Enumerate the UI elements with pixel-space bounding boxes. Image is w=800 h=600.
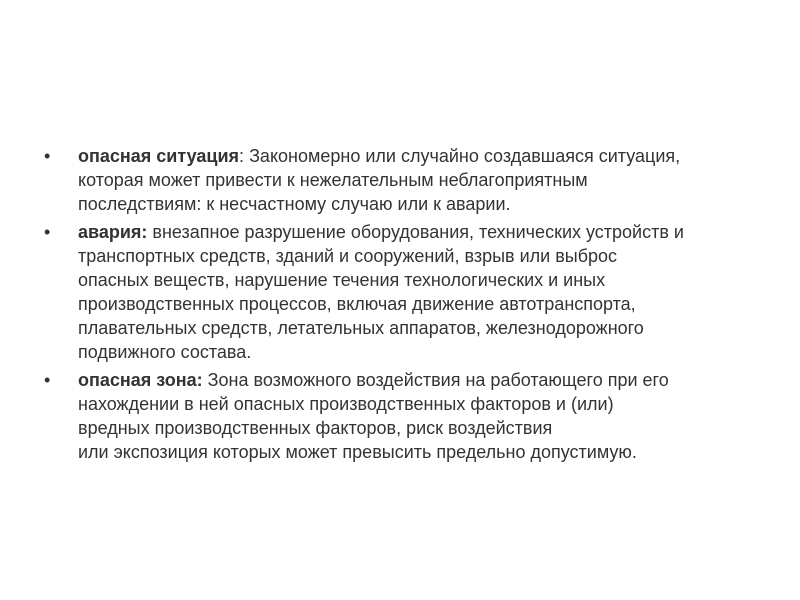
definition-text: производственных процессов, включая движение автотранспорта, bbox=[78, 294, 636, 314]
definition-item-danger-zone bbox=[44, 368, 764, 464]
definition-term: опасная зона: bbox=[78, 370, 203, 390]
definition-line bbox=[78, 368, 764, 392]
definition-term: опасная ситуация bbox=[78, 146, 240, 166]
definition-text: Закономерно или случайно создавшаяся ситуация, bbox=[244, 146, 681, 166]
definition-item-dangerous-situation bbox=[44, 144, 764, 216]
definition-text: транспортных средств, зданий и сооружений, взрыв или выброс bbox=[78, 246, 618, 266]
definition-text: последствиям: к несчастному случаю или к аварии. bbox=[78, 194, 511, 214]
definition-line bbox=[78, 220, 764, 244]
bullet-icon: • bbox=[44, 146, 51, 166]
bullet-icon: • bbox=[44, 370, 51, 390]
definition-text: нахождении в ней опасных производственных факторов и (или) bbox=[78, 394, 614, 414]
definition-text: вредных производственных факторов, риск воздействия bbox=[78, 418, 553, 438]
definition-text: внезапное разрушение оборудования, технических устройств и bbox=[147, 222, 684, 242]
definition-item-accident bbox=[44, 220, 764, 364]
definition-text: плавательных средств, летательных аппаратов, железнодорожного bbox=[78, 318, 644, 338]
bullet-icon: • bbox=[44, 222, 51, 242]
term-separator: : bbox=[239, 146, 245, 166]
definition-text: подвижного состава. bbox=[78, 342, 252, 362]
definition-text: Зона возможного воздействия на работающего при его bbox=[202, 370, 669, 390]
definition-text: или экспозиция которых может превысить предельно допустимую. bbox=[78, 442, 637, 462]
definition-text: которая может привести к нежелательным неблагоприятным bbox=[78, 170, 588, 190]
definitions-list bbox=[44, 144, 764, 468]
definition-line bbox=[78, 144, 764, 168]
definition-term: авария: bbox=[78, 222, 148, 242]
definition-text: опасных веществ, нарушение течения технологических и иных bbox=[78, 270, 606, 290]
